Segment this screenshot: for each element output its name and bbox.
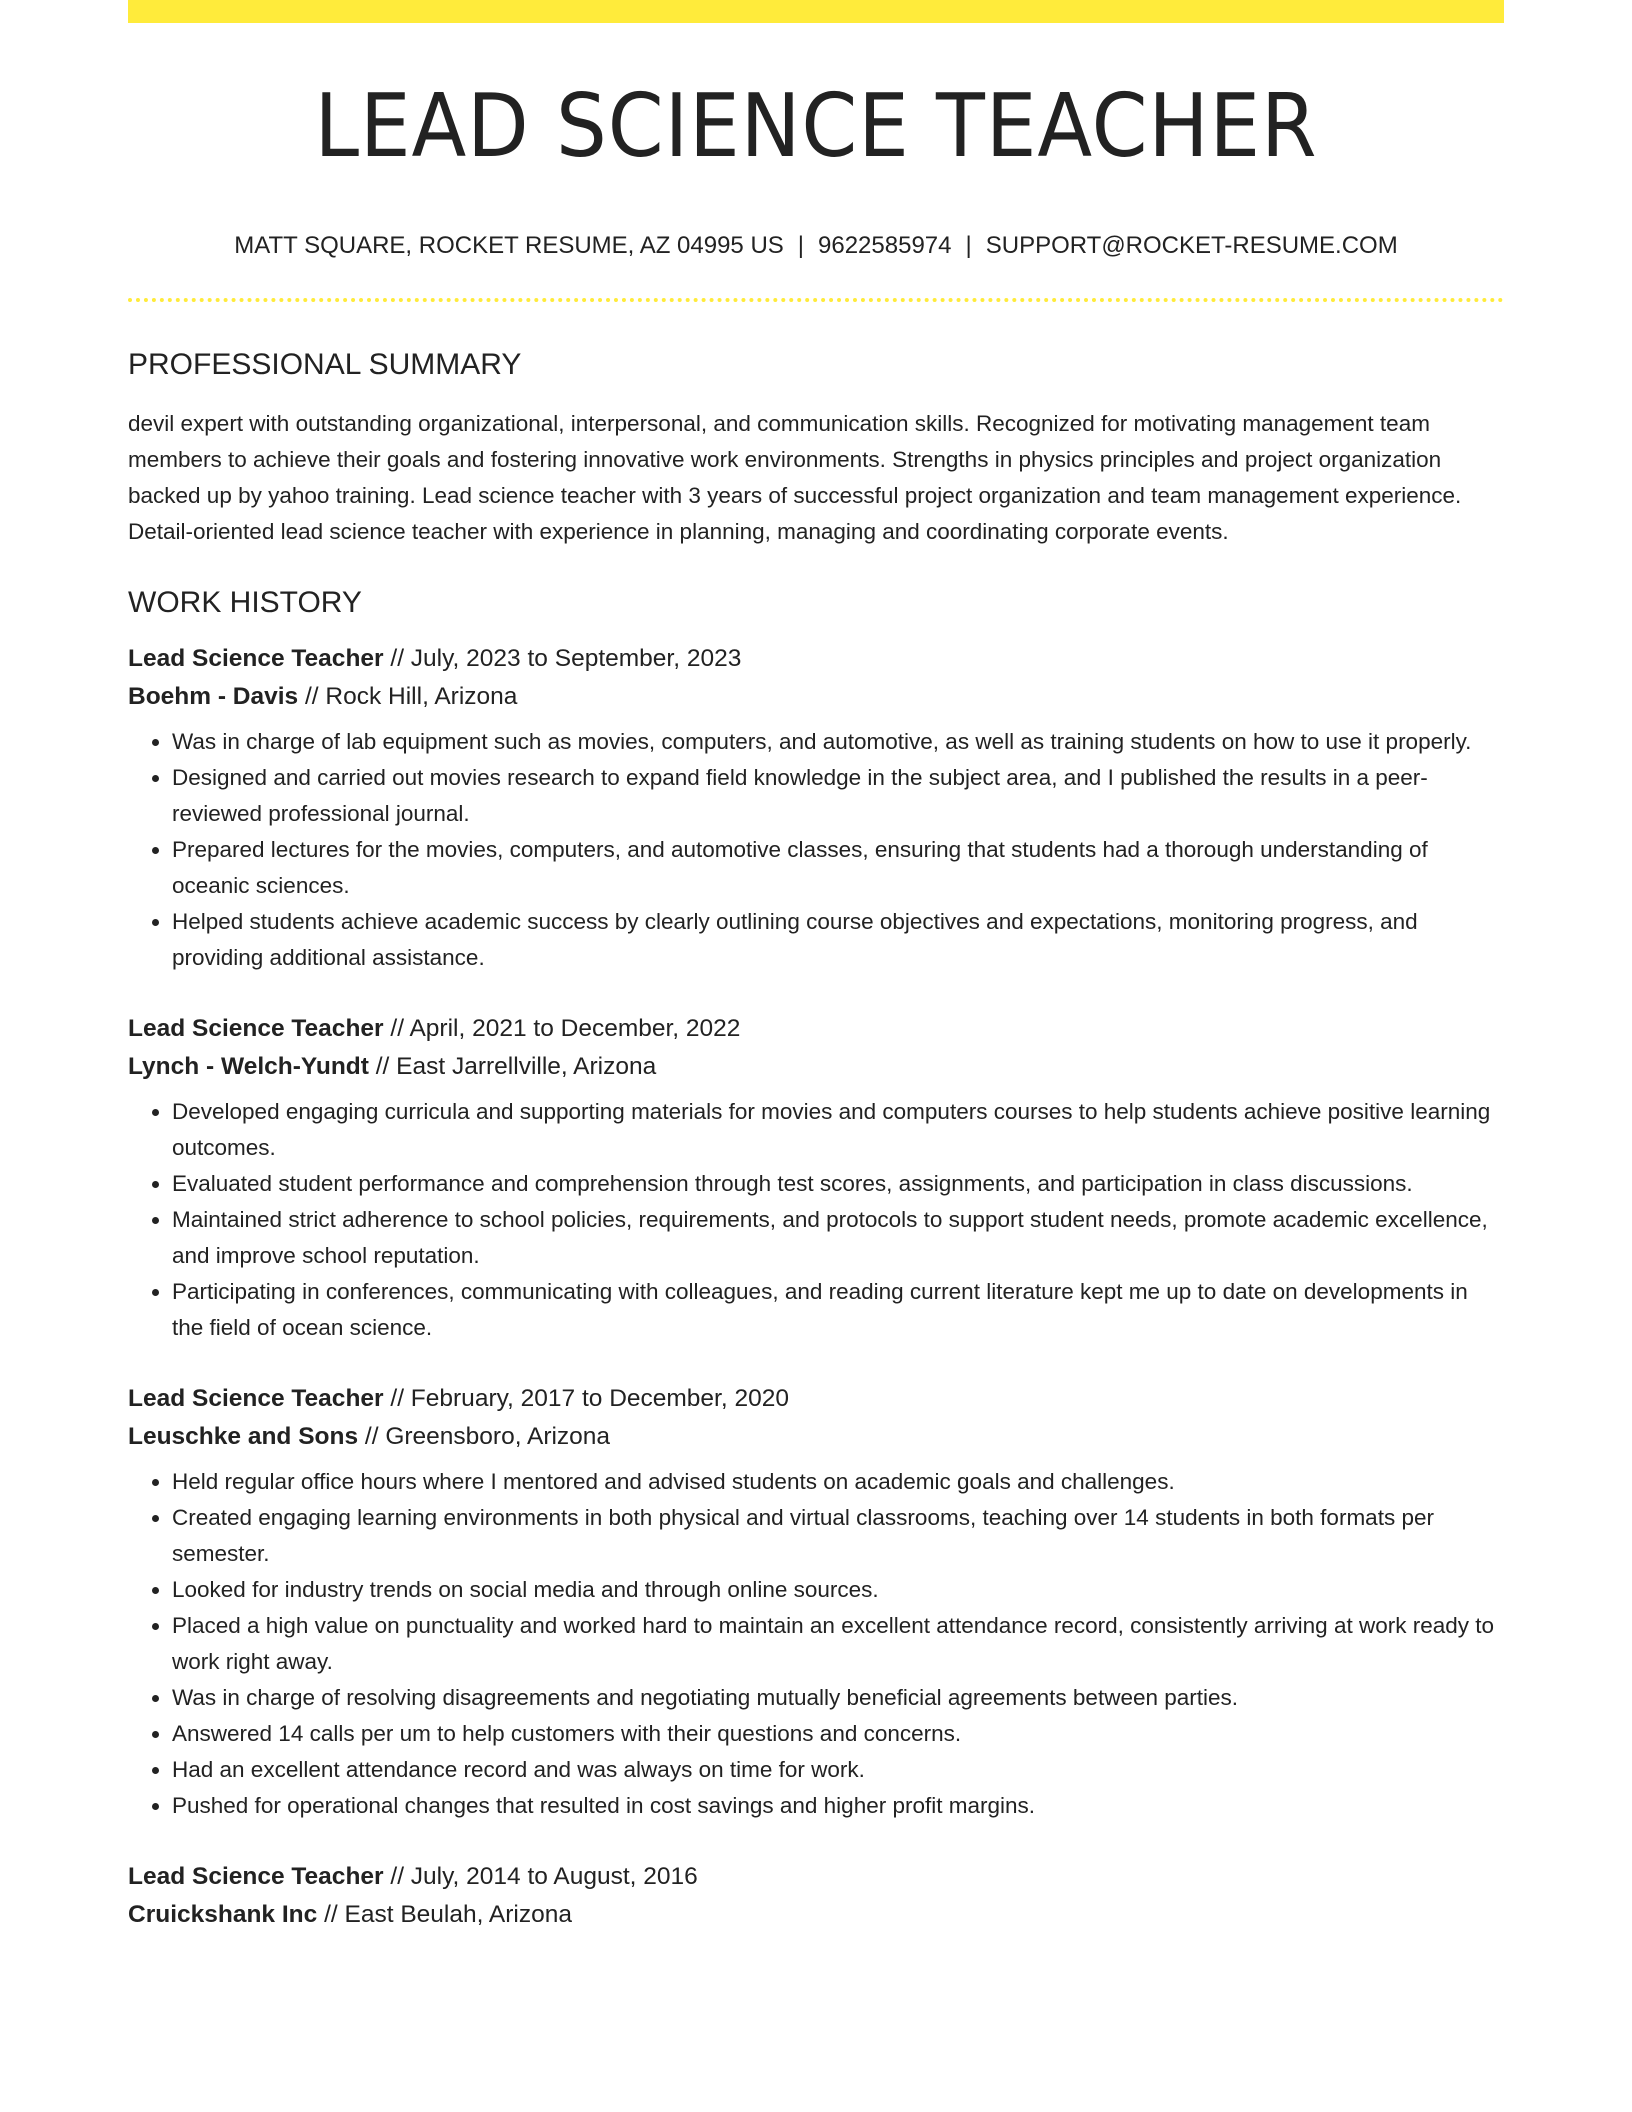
job-entry (128, 640, 1504, 976)
job-title: Lead Science Teacher (128, 1863, 384, 1890)
job-bullet: • Answered 14 calls per um to help customers with their questions and concerns. (172, 1716, 1504, 1752)
job-dates: // July, 2014 to August, 2016 (390, 1863, 698, 1890)
job-bullet: • Participating in conferences, communicating with colleagues, and reading current literature kept me up to date on developments in the field of ocean science. (172, 1274, 1504, 1346)
job-company: Cruickshank Inc (128, 1901, 318, 1928)
work-history-heading: WORK HISTORY (128, 586, 362, 619)
job-bullet: • Had an excellent attendance record and was always on time for work. (172, 1752, 1504, 1788)
job-bullet: • Held regular office hours where I mentored and advised students on academic goals and challenges. (172, 1464, 1504, 1500)
job-bullet: • Designed and carried out movies research to expand field knowledge in the subject area, and I published the results in a peer-reviewed professional journal. (172, 760, 1504, 832)
dotted-divider (128, 298, 1504, 302)
job-bullet: • Looked for industry trends on social media and through online sources. (172, 1572, 1504, 1608)
contact-separator: | (797, 232, 805, 259)
accent-top-bar (128, 0, 1504, 23)
job-location: // Rock Hill, Arizona (305, 683, 518, 710)
summary-text: devil expert with outstanding organizational, interpersonal, and communication skills. Recognized for motivating management team members to achieve their goals and fostering innovative work environments. Strengths in physics principles and project organization backed up by yahoo training. Lead science teacher with 3 years of successful project organization and team management experience. Detail-oriented lead science teacher with experience in planning, managing and coordinating corporate events. (128, 411, 1462, 544)
job-location: // East Jarrellville, Arizona (375, 1053, 657, 1080)
job-title: Lead Science Teacher (128, 1015, 384, 1042)
contact-line (128, 234, 1504, 258)
job-bullet-list (128, 724, 1504, 976)
contact-email: SUPPORT@ROCKET-RESUME.COM (985, 232, 1398, 259)
job-title: Lead Science Teacher (128, 645, 384, 672)
job-company-line (128, 1048, 1504, 1086)
job-bullet: • Helped students achieve academic success by clearly outlining course objectives and expectations, monitoring progress, and providing additional assistance. (172, 904, 1504, 976)
job-title-line (128, 1380, 1504, 1418)
job-title-line (128, 1010, 1504, 1048)
job-bullet-list (128, 1094, 1504, 1346)
job-company: Lynch - Welch-Yundt (128, 1053, 369, 1080)
job-bullet: • Was in charge of lab equipment such as movies, computers, and automotive, as well as training students on how to use it properly. (172, 724, 1504, 760)
job-location: // Greensboro, Arizona (364, 1423, 611, 1450)
job-bullet: • Prepared lectures for the movies, computers, and automotive classes, ensuring that students had a thorough understanding of oceanic sciences. (172, 832, 1504, 904)
job-company: Boehm - Davis (128, 683, 299, 710)
job-bullet: • Placed a high value on punctuality and worked hard to maintain an excellent attendance record, consistently arriving at work ready to work right away. (172, 1608, 1504, 1680)
job-entry (128, 1858, 1504, 1934)
job-company-line (128, 678, 1504, 716)
job-entry (128, 1380, 1504, 1824)
job-bullet-list (128, 1464, 1504, 1824)
resume-page (128, 0, 1504, 1934)
work-history-list (128, 640, 1504, 1934)
job-title-line (128, 640, 1504, 678)
job-title-line (128, 1858, 1504, 1896)
job-company-line (128, 1896, 1504, 1934)
job-title: Lead Science Teacher (128, 1385, 384, 1412)
job-company: Leuschke and Sons (128, 1423, 359, 1450)
job-dates: // April, 2021 to December, 2022 (390, 1015, 741, 1042)
job-dates: // July, 2023 to September, 2023 (390, 645, 742, 672)
contact-separator: | (965, 232, 972, 259)
job-entry (128, 1010, 1504, 1346)
job-bullet: • Was in charge of resolving disagreements and negotiating mutually beneficial agreements between parties. (172, 1680, 1504, 1716)
resume-title: LEAD SCIENCE TEACHER (314, 75, 1318, 177)
job-bullet: • Created engaging learning environments in both physical and virtual classrooms, teaching over 14 students in both formats per semester. (172, 1500, 1504, 1572)
job-bullet: • Evaluated student performance and comprehension through test scores, assignments, and participation in class discussions. (172, 1166, 1504, 1202)
contact-phone: 9622585974 (818, 232, 952, 259)
job-company-line (128, 1418, 1504, 1456)
job-bullet: • Maintained strict adherence to school policies, requirements, and protocols to support student needs, promote academic excellence, and improve school reputation. (172, 1202, 1504, 1274)
job-dates: // February, 2017 to December, 2020 (390, 1385, 789, 1412)
summary-heading: PROFESSIONAL SUMMARY (128, 348, 522, 381)
job-location: // East Beulah, Arizona (324, 1901, 572, 1928)
contact-address: MATT SQUARE, ROCKET RESUME, AZ 04995 US (234, 232, 784, 259)
job-bullet: • Developed engaging curricula and supporting materials for movies and computers courses to help students achieve positive learning outcomes. (172, 1094, 1504, 1166)
job-bullet: • Pushed for operational changes that resulted in cost savings and higher profit margins. (172, 1788, 1504, 1824)
